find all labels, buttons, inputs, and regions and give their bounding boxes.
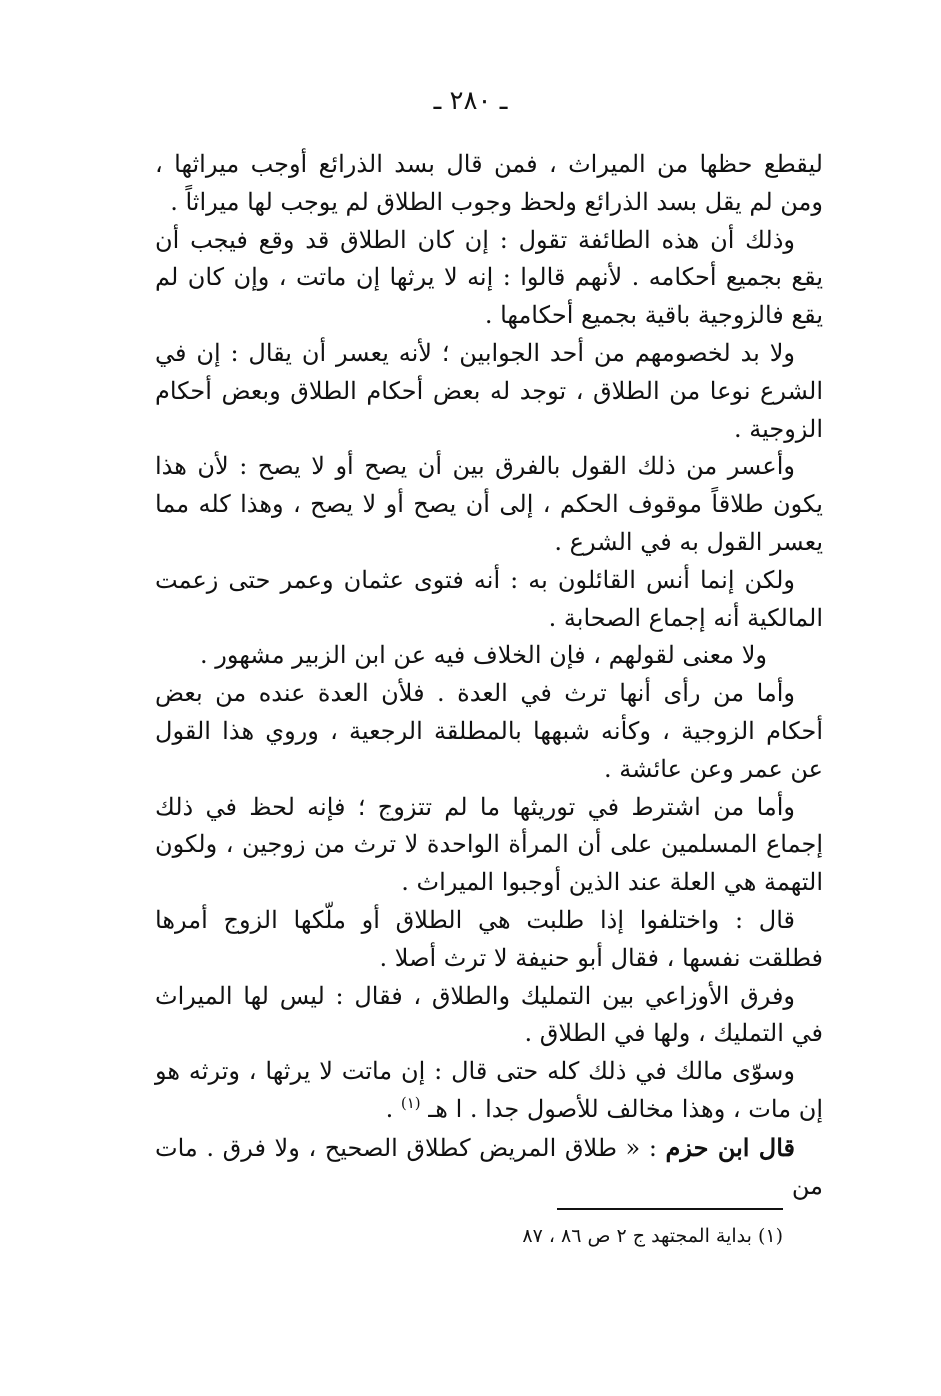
paragraph-7: وأما من رأى أنها ترث في العدة . فلأن العدة عنده من بعض أحكام الزوجية ، وكأنه شبهها بالمطلقة الرجعية ، وروي هذا القول عن عمر وعن عائشة . bbox=[155, 679, 823, 783]
paragraph-11 bbox=[155, 1053, 823, 1129]
author-name: قال ابن حزم bbox=[665, 1132, 795, 1162]
paragraph-12 bbox=[155, 1129, 823, 1206]
paragraph-1: ليقطع حظها من الميراث ، فمن قال بسد الذرائع أوجب ميراثها ، ومن لم يقل بسد الذرائع ولحظ وجوب الطلاق لم يوجب لها ميراثاً . bbox=[155, 150, 823, 216]
body-text bbox=[155, 146, 823, 1205]
paragraph-9: قال : واختلفوا إذا طلبت هي الطلاق أو ملّكها الزوج أمرها فطلقت نفسها ، فقال أبو حنيفة لا ترث أصلا . bbox=[155, 905, 823, 972]
footnote-divider bbox=[557, 1208, 783, 1210]
paragraph-10: وفرق الأوزاعي بين التمليك والطلاق ، فقال : ليس لها الميراث في التمليك ، ولها في الطلاق . bbox=[155, 981, 823, 1048]
paragraph-11-text: وسوّى مالك في ذلك كله حتى قال : إن ماتت لا يرثها ، وترثه هو إن مات ، وهذا مخالف للأصول جدا . ا هـ bbox=[155, 1057, 823, 1123]
paragraph-8: وأما من اشترط في توريثها ما لم تتزوج ؛ فإنه لحظ في ذلك إجماع المسلمين على أن المرأة الواحدة لا ترث من زوجين ، ولكون التهمة هي العلة عند الذين أوجبوا الميراث . bbox=[155, 792, 824, 897]
paragraph-3: ولا بد لخصومهم من أحد الجوابين ؛ لأنه يعسر أن يقال : إن في الشرع نوعا من الطلاق ، توجد له بعض أحكام الطلاق وبعض أحكام الزوجية . bbox=[155, 338, 823, 443]
footnote-reference: (١) bbox=[400, 1093, 421, 1112]
paragraph-6: ولا معنى لقولهم ، فإن الخلاف فيه عن ابن الزبير مشهور . bbox=[199, 641, 767, 670]
paragraph-11-tail: . bbox=[385, 1094, 401, 1123]
paragraph-5: ولكن إنما أنس القائلون به : أنه فتوى عثمان وعمر حتى زعمت المالكية أنه إجماع الصحابة . bbox=[155, 565, 823, 632]
page-number: ـ ٢٨٠ ـ bbox=[433, 86, 508, 116]
paragraph-4: وأعسر من ذلك القول بالفرق بين أن يصح أو لا يصح : لأن هذا يكون طلاقاً موقوف الحكم ، إلى أن يصح أو لا يصح ، وهذا كله مما يعسر القول به في الشرع . bbox=[155, 452, 823, 556]
paragraph-2: وذلك أن هذه الطائفة تقول : إن كان الطلاق قد وقع فيجب أن يقع بجميع أحكامه . لأنهم قالوا : إنه لا يرثها إن ماتت ، وإن كان لم يقع فالزوجية باقية بجميع أحكامها . bbox=[155, 225, 823, 330]
paragraph-12-text: : « طلاق المريض كطلاق الصحيح ، ولا فرق . مات من bbox=[155, 1133, 823, 1200]
footnote: (١) بداية المجتهد ج ٢ ص ٨٦ ، ٨٧ bbox=[522, 1225, 783, 1247]
